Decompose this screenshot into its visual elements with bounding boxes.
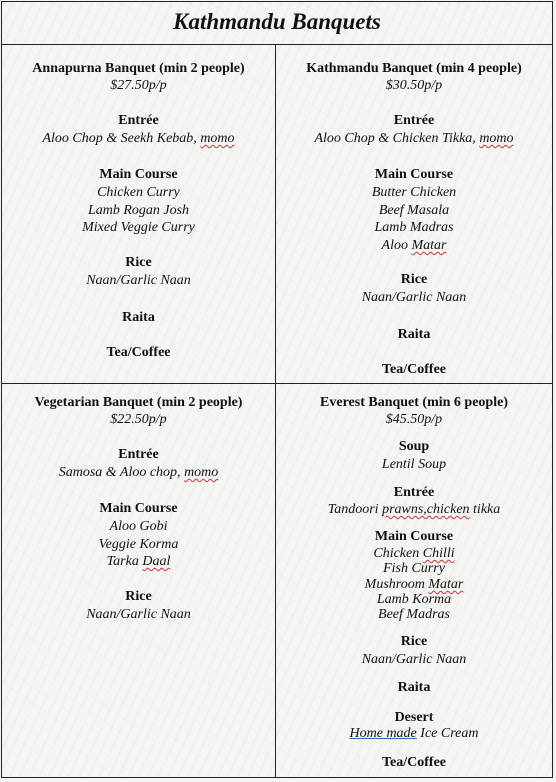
section-label-tea: Tea/Coffee <box>381 755 447 770</box>
section-label-entree: Entrée <box>393 113 435 128</box>
banquet-heading: Everest Banquet (min 6 people) <box>320 395 508 410</box>
entree-items: Samosa & Aloo chop, momo <box>58 465 219 480</box>
main-item: Chicken Chilli <box>373 546 455 561</box>
main-item: Mushroom Matar <box>364 577 464 592</box>
section-label-rice: Rice <box>400 272 428 287</box>
banquet-heading: Vegetarian Banquet (min 2 people) <box>34 395 243 410</box>
main-item: Beef Madras <box>378 607 450 622</box>
banquet-price: $45.50p/p <box>385 412 443 427</box>
menu-page <box>1 1 553 778</box>
section-label-tea: Tea/Coffee <box>381 362 447 377</box>
main-item: Lamb Korma <box>376 592 452 607</box>
entree-items: Tandoori prawns,chicken tikka <box>327 502 501 517</box>
banquet-price: $22.50p/p <box>110 412 167 427</box>
section-label-main: Main Course <box>374 167 454 182</box>
dessert-items: Home made Ice Cream <box>349 726 479 741</box>
everest-banquet <box>276 384 552 777</box>
rice-items: Naan/Garlic Naan <box>86 607 191 622</box>
vegetarian-banquet <box>2 384 276 777</box>
main-item: Butter Chicken <box>371 185 457 200</box>
section-label-rice: Rice <box>125 255 152 270</box>
section-label-rice: Rice <box>400 634 428 649</box>
main-item: Aloo Matar <box>381 238 447 253</box>
section-label-rice: Rice <box>125 589 152 604</box>
main-item: Mixed Veggie Curry <box>82 220 195 235</box>
section-label-tea: Tea/Coffee <box>106 345 171 360</box>
section-label-entree: Entrée <box>118 113 159 128</box>
banquet-price: $27.50p/p <box>110 78 167 93</box>
entree-items: Aloo Chop & Seekh Kebab, momo <box>42 131 235 146</box>
section-label-raita: Raita <box>397 680 431 695</box>
annapurna-banquet <box>2 44 276 384</box>
section-label-raita: Raita <box>122 310 155 325</box>
section-label-main: Main Course <box>99 501 178 516</box>
rice-items: Naan/Garlic Naan <box>86 273 191 288</box>
section-label-dessert: Desert <box>394 710 434 725</box>
main-item: Beef Masala <box>378 203 450 218</box>
main-item: Fish Curry <box>383 561 445 576</box>
soup-items: Lentil Soup <box>381 457 447 472</box>
section-label-main: Main Course <box>99 167 178 182</box>
main-item: Chicken Curry <box>97 185 180 200</box>
banquet-price: $30.50p/p <box>385 78 443 93</box>
entree-items: Aloo Chop & Chicken Tikka, momo <box>314 131 514 146</box>
section-label-entree: Entrée <box>118 447 159 462</box>
banquet-heading: Kathmandu Banquet (min 4 people) <box>306 61 522 76</box>
main-item: Lamb Rogan Josh <box>87 203 190 218</box>
rice-items: Naan/Garlic Naan <box>361 290 467 305</box>
rice-items: Naan/Garlic Naan <box>361 652 467 667</box>
main-item: Lamb Madras <box>374 220 454 235</box>
main-item: Veggie Korma <box>98 537 179 552</box>
main-item: Tarka Daal <box>106 554 171 569</box>
section-label-entree: Entrée <box>393 485 435 500</box>
kathmandu-banquet <box>276 44 552 384</box>
banquet-grid <box>2 44 552 777</box>
section-label-main: Main Course <box>374 529 454 544</box>
section-label-soup: Soup <box>398 439 430 454</box>
main-item: Aloo Gobi <box>109 519 168 534</box>
section-label-raita: Raita <box>397 327 431 342</box>
banquet-heading: Annapurna Banquet (min 2 people) <box>32 61 245 76</box>
page-title: Kathmandu Banquets <box>2 2 552 45</box>
